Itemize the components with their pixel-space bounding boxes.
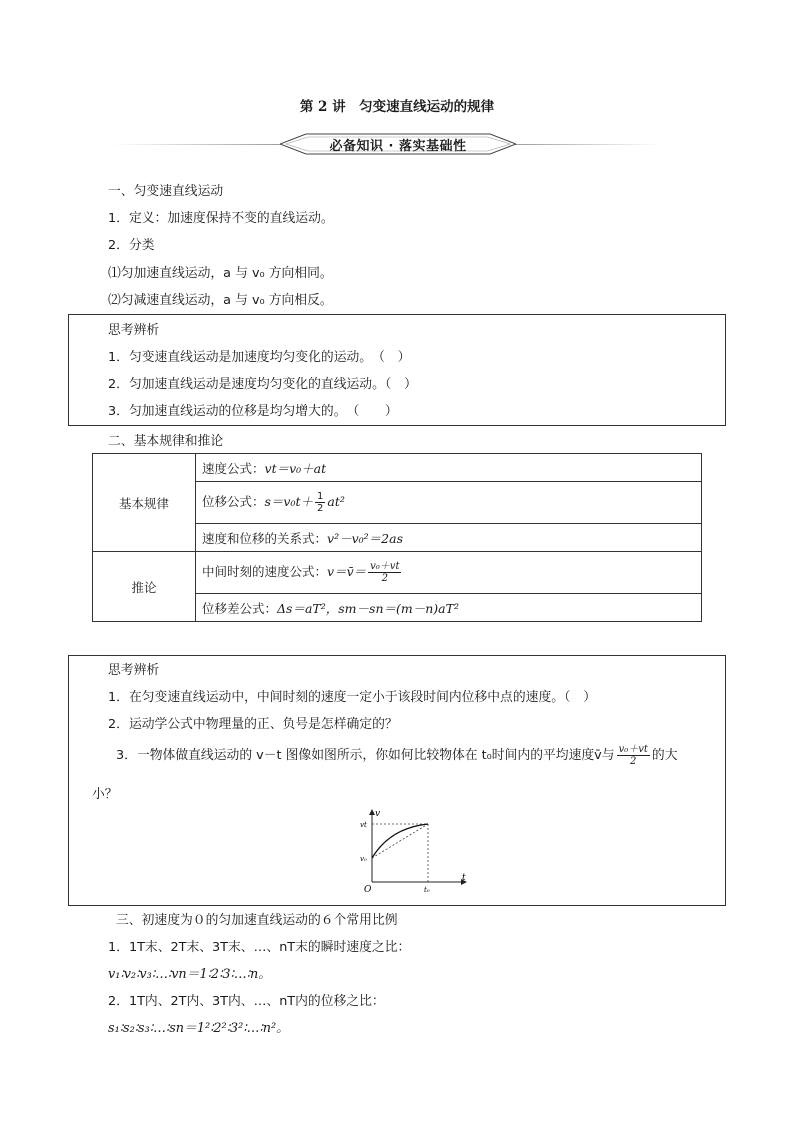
section1-class-2: ⑵匀减速直线运动，a 与 v₀ 方向相反。 bbox=[108, 293, 333, 308]
think2-question-3-tail: 小？ bbox=[92, 787, 118, 802]
section2-heading: 二、基本规律和推论 bbox=[108, 434, 224, 449]
fraction-numerator: v₀＋vt bbox=[618, 744, 648, 755]
section3-line-4: s₁∶s₂∶s₃∶…∶sn＝1²∶2²∶3²∶…∶n²。 bbox=[108, 1021, 289, 1036]
displacement-formula-post: at² bbox=[327, 494, 345, 509]
inference-header: 推论 bbox=[93, 552, 196, 622]
half-fraction bbox=[315, 491, 325, 514]
graph-origin-label: O bbox=[364, 885, 372, 895]
relation-formula-label: 速度和位移的关系式： bbox=[202, 530, 328, 546]
table-row bbox=[93, 454, 702, 482]
fraction-denominator: 2 bbox=[381, 573, 388, 584]
banner-rule-left bbox=[112, 144, 284, 145]
relation-formula-cell bbox=[196, 524, 702, 552]
basic-rules-header: 基本规律 bbox=[93, 454, 196, 552]
fraction-numerator: v₀＋vt bbox=[370, 561, 400, 572]
displacement-difference-formula: Δs＝aT²，sm－sn＝(m－n)aT² bbox=[277, 600, 459, 616]
think2-question-3-post: 的大 bbox=[651, 748, 678, 763]
average-fraction bbox=[617, 744, 650, 767]
graph-t-label: t bbox=[462, 873, 466, 883]
banner-rule-right bbox=[512, 144, 660, 145]
think2-question-2: 2．运动学公式中物理量的正、负号是怎样确定的？ bbox=[108, 717, 398, 732]
section3-line-2: v₁∶v₂∶v₃∶…∶vn＝1∶2∶3∶…∶n。 bbox=[108, 967, 272, 982]
section1-class-1: ⑴匀加速直线运动，a 与 v₀ 方向相同。 bbox=[108, 266, 333, 281]
think2-label: 思考辨析 bbox=[108, 663, 160, 678]
section1-classification: 2．分类 bbox=[108, 238, 155, 253]
table-row bbox=[93, 552, 702, 594]
uniform-line bbox=[372, 824, 428, 858]
mid-time-velocity-cell bbox=[196, 552, 702, 594]
section3-line-3: 2．1T内、2T内、3T内、…、nT内的位移之比： bbox=[108, 994, 385, 1009]
think2-question-3 bbox=[116, 740, 677, 772]
think1-question-2: 2．匀加速直线运动是速度均匀变化的直线运动。（ ） bbox=[108, 377, 417, 392]
graph-v0-label: v₀ bbox=[360, 855, 367, 863]
graph-vt-label: vt bbox=[360, 821, 367, 829]
rules-table bbox=[92, 453, 702, 622]
fraction-denominator: 2 bbox=[317, 503, 324, 514]
fraction-denominator: 2 bbox=[630, 756, 637, 767]
think2-question-3-pre: 3．一物体做直线运动的 v－t 图像如图所示，你如何比较物体在 t₀时间内的平均速度v̄与 bbox=[116, 748, 615, 763]
displacement-formula-label: 位移公式： bbox=[202, 494, 265, 509]
displacement-difference-cell bbox=[196, 594, 702, 622]
fraction-numerator: 1 bbox=[317, 491, 324, 502]
banner-title: 必备知识 · 落实基础性 bbox=[329, 139, 467, 154]
displacement-formula-pre: s＝v₀t＋ bbox=[264, 494, 314, 509]
page-title: 第 2 讲 匀变速直线运动的规律 bbox=[299, 99, 495, 115]
graph-t0-label: t₀ bbox=[424, 886, 430, 894]
graph-v-label: v bbox=[375, 809, 381, 819]
mid-time-velocity-pre: v＝v̄＝ bbox=[327, 564, 367, 579]
mid-time-fraction bbox=[368, 561, 401, 584]
displacement-difference-label: 位移差公式： bbox=[202, 600, 278, 616]
velocity-formula-cell bbox=[196, 454, 702, 482]
section3-line-1: 1．1T末、2T末、3T末、…、nT末的瞬时速度之比： bbox=[108, 940, 411, 955]
section1-definition: 1．定义：加速度保持不变的直线运动。 bbox=[108, 211, 334, 226]
mid-time-velocity-label: 中间时刻的速度公式： bbox=[202, 564, 328, 579]
relation-formula: v²－v₀²＝2as bbox=[327, 530, 403, 546]
displacement-formula-cell bbox=[196, 482, 702, 524]
vt-graph bbox=[352, 806, 476, 898]
think1-question-1: 1．匀变速直线运动是加速度均匀变化的运动。 （ ） bbox=[108, 350, 411, 365]
section1-heading: 一、匀变速直线运动 bbox=[108, 184, 224, 199]
think1-question-3: 3．匀加速直线运动的位移是均匀增大的。 （ ） bbox=[108, 404, 398, 419]
think1-label: 思考辨析 bbox=[108, 323, 160, 338]
section3-heading: 三、初速度为０的匀加速直线运动的６个常用比例 bbox=[116, 913, 398, 928]
velocity-formula-label: 速度公式： bbox=[202, 460, 265, 476]
velocity-formula: vt＝v₀＋at bbox=[264, 460, 327, 476]
think2-question-1: 1．在匀变速直线运动中，中间时刻的速度一定小于该段时间内位移中点的速度。（ ） bbox=[108, 690, 597, 705]
